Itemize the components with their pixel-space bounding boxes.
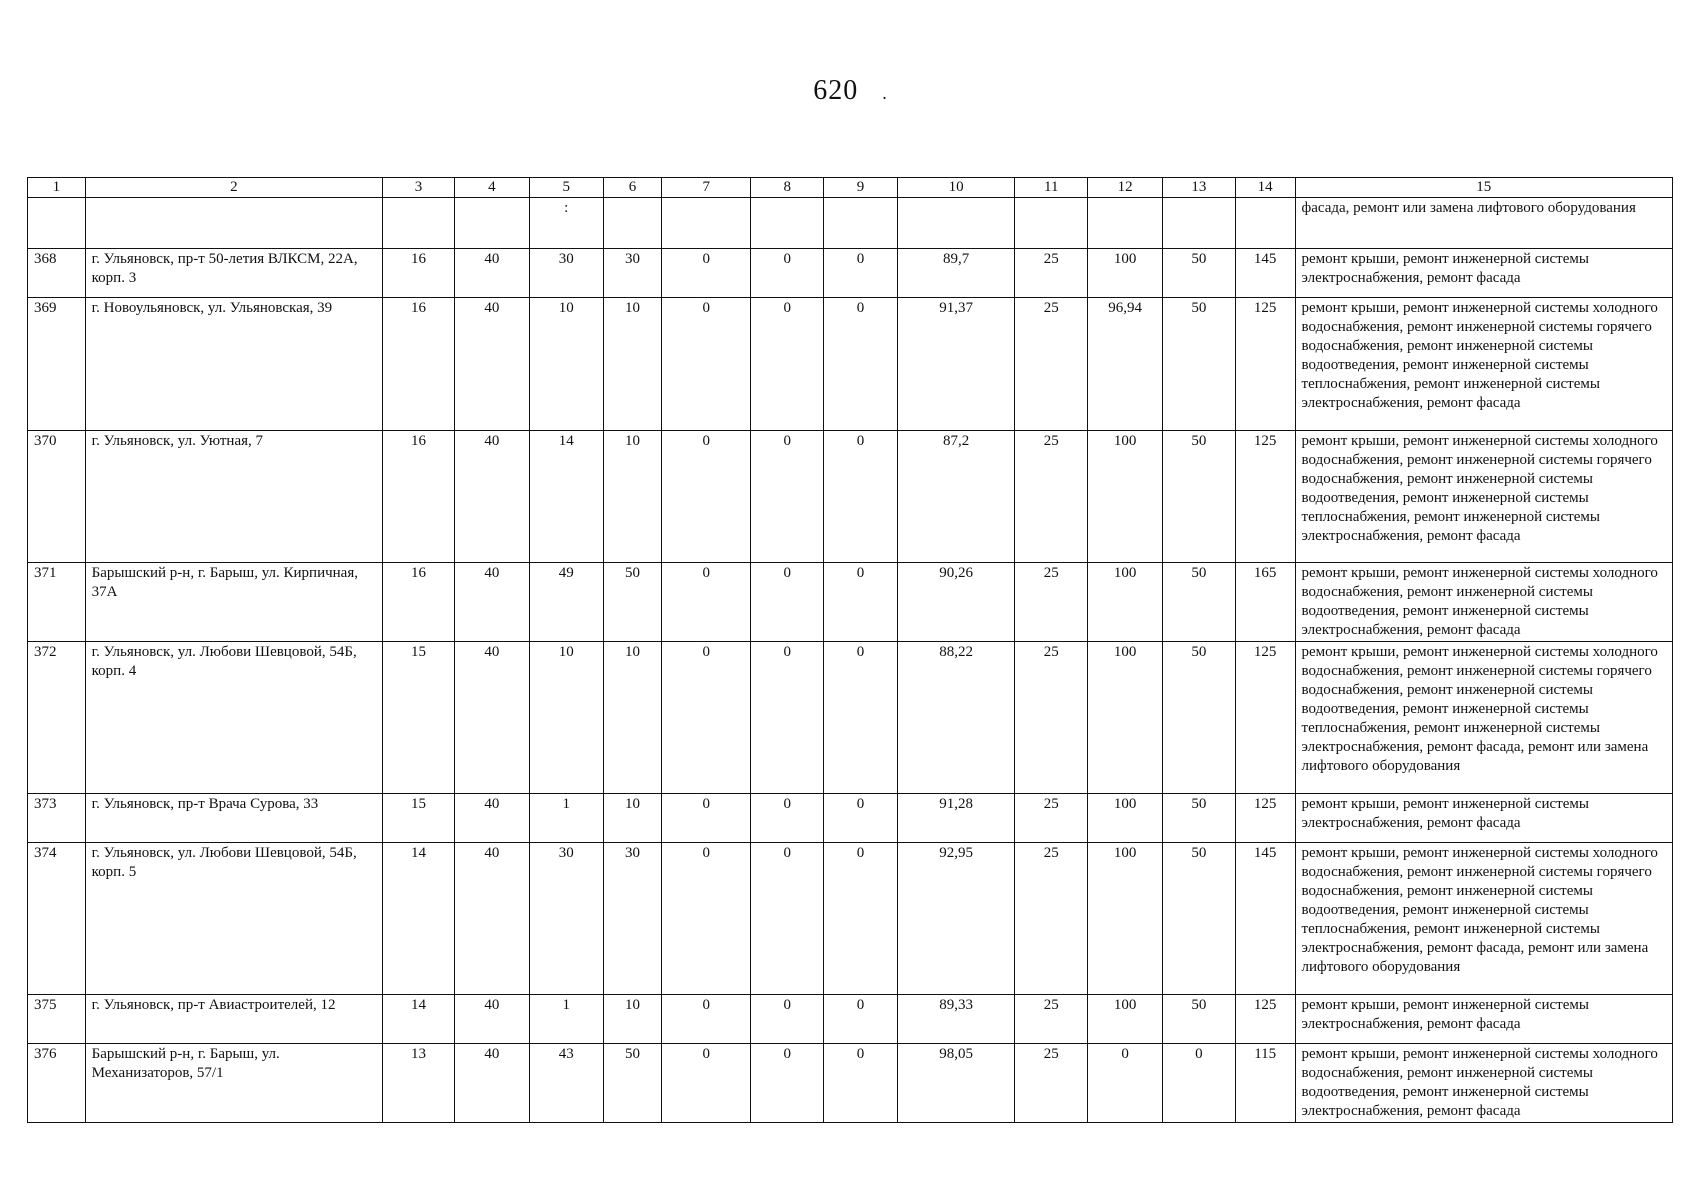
- value-cell: 0: [662, 995, 751, 1044]
- table-row: [28, 995, 1673, 1044]
- column-number-row: [28, 178, 1673, 198]
- value-cell: 145: [1235, 843, 1295, 995]
- table-row: [28, 431, 1673, 563]
- value-cell: 15: [383, 642, 455, 794]
- value-cell: 0: [824, 1044, 898, 1123]
- column-header: 3: [383, 178, 455, 198]
- row-number-cell: 369: [28, 298, 86, 431]
- value-cell: 0: [824, 794, 898, 843]
- value-cell: 30: [603, 843, 662, 995]
- column-header: 14: [1235, 178, 1295, 198]
- value-cell: 50: [603, 563, 662, 642]
- value-cell: 165: [1235, 563, 1295, 642]
- row-number-cell: 371: [28, 563, 86, 642]
- value-cell: 14: [383, 843, 455, 995]
- value-cell: 0: [751, 431, 824, 563]
- value-cell: 16: [383, 563, 455, 642]
- value-cell: 145: [1235, 249, 1295, 298]
- value-cell: 43: [529, 1044, 603, 1123]
- value-cell: 125: [1235, 794, 1295, 843]
- value-cell: 50: [1163, 563, 1236, 642]
- value-cell: 0: [751, 843, 824, 995]
- value-cell: 100: [1088, 843, 1163, 995]
- value-cell: 10: [603, 431, 662, 563]
- value-cell: 50: [603, 1044, 662, 1123]
- column-header: 4: [454, 178, 529, 198]
- value-cell: 30: [529, 843, 603, 995]
- works-cell: ремонт крыши, ремонт инженерной системы холодного водоснабжения, ремонт инженерной системы водоотведения, ремонт инженерной системы электроснабжения, ремонт фасада: [1295, 1044, 1672, 1123]
- value-cell: 50: [1163, 843, 1236, 995]
- value-cell: 25: [1015, 843, 1088, 995]
- value-cell: 15: [383, 794, 455, 843]
- value-cell: 0: [1088, 1044, 1163, 1123]
- value-cell: 100: [1088, 431, 1163, 563]
- table-row: [28, 249, 1673, 298]
- value-cell: 25: [1015, 431, 1088, 563]
- value-cell: 0: [824, 563, 898, 642]
- row-number-cell: 372: [28, 642, 86, 794]
- value-cell: 14: [529, 431, 603, 563]
- works-cell: фасада, ремонт или замена лифтового оборудования: [1295, 198, 1672, 249]
- stray-mark: :: [529, 198, 603, 249]
- works-cell: ремонт крыши, ремонт инженерной системы холодного водоснабжения, ремонт инженерной системы горячего водоснабжения, ремонт инженерной системы водоотведения, ремонт инженерной системы теплоснабжения, ремонт инженерной системы электроснабжения, ремонт фасада: [1295, 298, 1672, 431]
- value-cell: 0: [662, 431, 751, 563]
- value-cell: 0: [662, 642, 751, 794]
- value-cell: 16: [383, 431, 455, 563]
- value-cell: 88,22: [897, 642, 1014, 794]
- address-cell: г. Новоульяновск, ул. Ульяновская, 39: [85, 298, 382, 431]
- table-row: [28, 563, 1673, 642]
- value-cell: 89,33: [897, 995, 1014, 1044]
- value-cell: 50: [1163, 249, 1236, 298]
- value-cell: 100: [1088, 563, 1163, 642]
- value-cell: 0: [751, 794, 824, 843]
- value-cell: 40: [454, 563, 529, 642]
- value-cell: 50: [1163, 995, 1236, 1044]
- value-cell: 0: [824, 843, 898, 995]
- page-number-value: 620: [813, 75, 859, 106]
- row-number-cell: 375: [28, 995, 86, 1044]
- value-cell: 0: [751, 249, 824, 298]
- continuation-row: [28, 198, 1673, 249]
- value-cell: 16: [383, 249, 455, 298]
- value-cell: 100: [1088, 995, 1163, 1044]
- value-cell: 1: [529, 794, 603, 843]
- value-cell: 25: [1015, 642, 1088, 794]
- value-cell: 100: [1088, 794, 1163, 843]
- value-cell: 92,95: [897, 843, 1014, 995]
- column-header: 9: [824, 178, 898, 198]
- value-cell: 0: [751, 298, 824, 431]
- value-cell: 50: [1163, 794, 1236, 843]
- works-cell: ремонт крыши, ремонт инженерной системы электроснабжения, ремонт фасада: [1295, 249, 1672, 298]
- column-header: 1: [28, 178, 86, 198]
- value-cell: 40: [454, 1044, 529, 1123]
- works-cell: ремонт крыши, ремонт инженерной системы холодного водоснабжения, ремонт инженерной системы горячего водоснабжения, ремонт инженерной системы водоотведения, ремонт инженерной системы теплоснабжения, ремонт инженерной системы электроснабжения, ремонт фасада: [1295, 431, 1672, 563]
- page-number: [0, 75, 1701, 107]
- value-cell: 0: [662, 794, 751, 843]
- value-cell: 25: [1015, 1044, 1088, 1123]
- value-cell: 16: [383, 298, 455, 431]
- value-cell: 0: [662, 1044, 751, 1123]
- column-header: 2: [85, 178, 382, 198]
- column-header: 13: [1163, 178, 1236, 198]
- address-cell: г. Ульяновск, ул. Любови Шевцовой, 54Б, корп. 5: [85, 843, 382, 995]
- value-cell: 25: [1015, 794, 1088, 843]
- value-cell: 0: [824, 431, 898, 563]
- value-cell: 30: [603, 249, 662, 298]
- value-cell: 25: [1015, 563, 1088, 642]
- address-cell: г. Ульяновск, ул. Любови Шевцовой, 54Б, корп. 4: [85, 642, 382, 794]
- value-cell: 125: [1235, 642, 1295, 794]
- value-cell: 50: [1163, 298, 1236, 431]
- column-header: 12: [1088, 178, 1163, 198]
- value-cell: 30: [529, 249, 603, 298]
- value-cell: 25: [1015, 995, 1088, 1044]
- value-cell: 0: [751, 1044, 824, 1123]
- value-cell: 115: [1235, 1044, 1295, 1123]
- value-cell: 0: [662, 843, 751, 995]
- value-cell: 10: [603, 995, 662, 1044]
- address-cell: Барышский р-н, г. Барыш, ул. Кирпичная, 37А: [85, 563, 382, 642]
- value-cell: 125: [1235, 298, 1295, 431]
- value-cell: 89,7: [897, 249, 1014, 298]
- page-number-mark: .: [882, 83, 888, 103]
- value-cell: 25: [1015, 249, 1088, 298]
- value-cell: 90,26: [897, 563, 1014, 642]
- address-cell: г. Ульяновск, пр-т Авиастроителей, 12: [85, 995, 382, 1044]
- value-cell: 10: [603, 794, 662, 843]
- row-number-cell: 374: [28, 843, 86, 995]
- column-header: 10: [897, 178, 1014, 198]
- row-number-cell: 373: [28, 794, 86, 843]
- value-cell: 40: [454, 642, 529, 794]
- value-cell: 10: [529, 642, 603, 794]
- row-number-cell: 368: [28, 249, 86, 298]
- value-cell: 0: [824, 642, 898, 794]
- value-cell: 10: [529, 298, 603, 431]
- works-cell: ремонт крыши, ремонт инженерной системы холодного водоснабжения, ремонт инженерной системы горячего водоснабжения, ремонт инженерной системы водоотведения, ремонт инженерной системы теплоснабжения, ремонт инженерной системы электроснабжения, ремонт фасада, ремонт или замена лифтового оборудования: [1295, 642, 1672, 794]
- value-cell: 0: [751, 995, 824, 1044]
- value-cell: 13: [383, 1044, 455, 1123]
- value-cell: 0: [824, 995, 898, 1044]
- value-cell: 0: [751, 563, 824, 642]
- address-cell: Барышский р-н, г. Барыш, ул. Механизаторов, 57/1: [85, 1044, 382, 1123]
- value-cell: 0: [662, 298, 751, 431]
- value-cell: 0: [824, 249, 898, 298]
- column-header: 6: [603, 178, 662, 198]
- table-row: [28, 843, 1673, 995]
- value-cell: 0: [662, 249, 751, 298]
- table-row: [28, 1044, 1673, 1123]
- value-cell: 87,2: [897, 431, 1014, 563]
- data-table: [27, 177, 1673, 1123]
- column-header: 11: [1015, 178, 1088, 198]
- works-cell: ремонт крыши, ремонт инженерной системы электроснабжения, ремонт фасада: [1295, 794, 1672, 843]
- value-cell: 125: [1235, 431, 1295, 563]
- table-row: [28, 642, 1673, 794]
- value-cell: 100: [1088, 249, 1163, 298]
- column-header: 15: [1295, 178, 1672, 198]
- address-cell: г. Ульяновск, пр-т 50-летия ВЛКСМ, 22А, корп. 3: [85, 249, 382, 298]
- table-row: [28, 298, 1673, 431]
- row-number-cell: 370: [28, 431, 86, 563]
- value-cell: 49: [529, 563, 603, 642]
- works-cell: ремонт крыши, ремонт инженерной системы электроснабжения, ремонт фасада: [1295, 995, 1672, 1044]
- value-cell: 125: [1235, 995, 1295, 1044]
- value-cell: 0: [824, 298, 898, 431]
- value-cell: 14: [383, 995, 455, 1044]
- value-cell: 0: [662, 563, 751, 642]
- value-cell: 10: [603, 642, 662, 794]
- works-cell: ремонт крыши, ремонт инженерной системы холодного водоснабжения, ремонт инженерной системы водоотведения, ремонт инженерной системы электроснабжения, ремонт фасада: [1295, 563, 1672, 642]
- value-cell: 96,94: [1088, 298, 1163, 431]
- value-cell: 50: [1163, 431, 1236, 563]
- value-cell: 40: [454, 843, 529, 995]
- value-cell: 40: [454, 249, 529, 298]
- works-cell: ремонт крыши, ремонт инженерной системы холодного водоснабжения, ремонт инженерной системы горячего водоснабжения, ремонт инженерной системы водоотведения, ремонт инженерной системы теплоснабжения, ремонт инженерной системы электроснабжения, ремонт фасада, ремонт или замена лифтового оборудования: [1295, 843, 1672, 995]
- value-cell: 98,05: [897, 1044, 1014, 1123]
- value-cell: 10: [603, 298, 662, 431]
- column-header: 8: [751, 178, 824, 198]
- value-cell: 0: [1163, 1044, 1236, 1123]
- column-header: 5: [529, 178, 603, 198]
- address-cell: г. Ульяновск, ул. Уютная, 7: [85, 431, 382, 563]
- value-cell: 40: [454, 794, 529, 843]
- value-cell: 25: [1015, 298, 1088, 431]
- value-cell: 1: [529, 995, 603, 1044]
- address-cell: г. Ульяновск, пр-т Врача Сурова, 33: [85, 794, 382, 843]
- value-cell: 0: [751, 642, 824, 794]
- column-header: 7: [662, 178, 751, 198]
- value-cell: 91,37: [897, 298, 1014, 431]
- value-cell: 40: [454, 298, 529, 431]
- value-cell: 50: [1163, 642, 1236, 794]
- value-cell: 91,28: [897, 794, 1014, 843]
- row-number-cell: 376: [28, 1044, 86, 1123]
- value-cell: 40: [454, 431, 529, 563]
- table-row: [28, 794, 1673, 843]
- value-cell: 100: [1088, 642, 1163, 794]
- value-cell: 40: [454, 995, 529, 1044]
